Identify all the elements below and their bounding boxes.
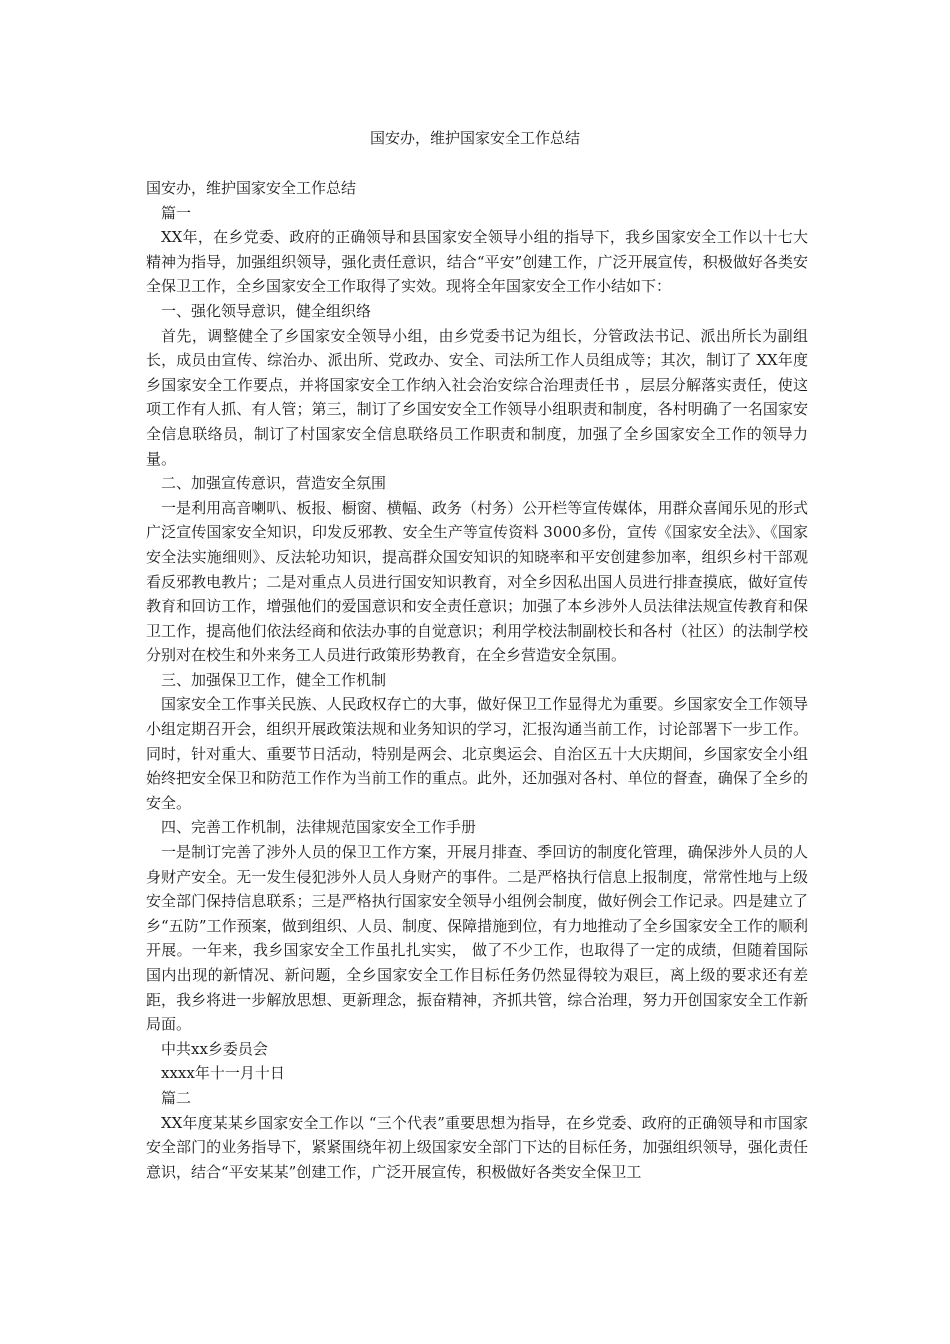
doc-heading: 国安办，维护国家安全工作总结 [146, 179, 357, 197]
paragraph-1: 首先，调整健全了乡国家安全领导小组，由乡党委书记为组长，分管政法书记、派出所长为副组长，成员由宣传、综治办、派出所、党政办、安全、司法所工作人员组成等；其次，制订了 XX年度乡国家安全工作要点，并将国家安全工作纳入社会治安综合治理责任书 ，层层分解落实责任，使这项工作有人抓、有人管；第三，制订了乡国安安全工作领导小组职责和制度，各村明确了一名国家安全信息联络员，制订了村国家安全信息联络员工作职责和制度，加强了全乡国家安全工作的领导力量。 [146, 326, 808, 468]
paragraph-3: 国家安全工作事关民族、人民政权存亡的大事，做好保卫工作显得尤为重要。乡国家安全工作领导小组定期召开会，组织开展政策法规和业务知识的学习，汇报沟通当前工作，讨论部署下一步工作。 同时，针对重大、重要节日活动，特别是两会、北京奥运会、自治区五十大庆期间，乡国家安全小组始终把安全保卫和防范工作作为当前工作的重点。此外，还加强对各村、单位的督查，确保了全乡的安全。 [146, 695, 808, 812]
signature-org: 中共xx乡委员会 [161, 1039, 268, 1058]
section-heading-2: 二、加强宣传意识，营造安全氛围 [161, 474, 387, 493]
section-heading-3: 三、加强保卫工作，健全工作机制 [161, 670, 387, 689]
section-label-1: 篇一 [161, 203, 192, 222]
paragraph-5: XX年度某某乡国家安全工作以 “三个代表”重要思想为指导，在乡党委、政府的正确领导和市国家安全部门的业务指导下，紧紧围绕年初上级国家安全部门下达的目标任务，加强组织领导，强化责任意识，结合“平安某某”创建工作，广泛开展宣传，积极做好各类安全保卫工 [146, 1113, 808, 1181]
document-body [146, 176, 808, 1184]
paragraph-intro: XX年，在乡党委、政府的正确领导和县国家安全领导小组的指导下，我乡国家安全工作以十七大精神为指导，加强组织领导，强化责任意识，结合“平安”创建工作，广泛开展宣传，积极做好各类安全保卫工作，全乡国家安全工作取得了实效。现将全年国家安全工作小结如下： [146, 228, 808, 296]
signature-date: xxxx年十一月十日 [161, 1064, 285, 1083]
section-heading-4: 四、完善工作机制，法律规范国家安全工作手册 [161, 818, 477, 837]
page-title: 国安办，维护国家安全工作总结 [369, 129, 580, 147]
section-label-2: 篇二 [161, 1088, 192, 1107]
paragraph-2: 一是利用高音喇叭、板报、橱窗、横幅、政务（村务）公开栏等宣传媒体，用群众喜闻乐见的形式广泛宣传国家安全知识，印发反邪教、安全生产等宣传资料 3000多份，宣传《国家安全法》、《国家安全法实施细则》、反法轮功知识，提高群众国安知识的知晓率和平安创建参加率，组织乡村干部观看反邪教电教片；二是对重点人员进行国安知识教育，对全乡因私出国人员进行排查摸底，做好宣传教育和回访工作，增强他们的爱国意识和安全责任意识；加强了本乡涉外人员法律法规宣传教育和保卫工作，提高他们依法经商和依法办事的自觉意识；利用学校法制副校长和各村（社区）的法制学校分别对在校生和外来务工人员进行政策形势教育，在全乡营造安全氛围。 [146, 498, 808, 665]
paragraph-4: 一是制订完善了涉外人员的保卫工作方案，开展月排查、季回访的制度化管理，确保涉外人员的人身财产安全。无一发生侵犯涉外人员人身财产的事件。二是严格执行信息上报制度，常常性地与上级安全部门保持信息联系；三是严格执行国家安全领导小组例会制度，做好例会工作记录。四是建立了乡“五防”工作预案，做到组织、人员、制度、保障措施到位，有力地推动了全乡国家安全工作的顺利开展。一年来，我乡国家安全工作虽扎扎实实， 做了不少工作，也取得了一定的成绩，但随着国际国内出现的新情况、新问题，全乡国家安全工作目标任务仍然显得较为艰巨，离上级的要求还有差距，我乡将进一步解放思想、更新理念，振奋精神，齐抓共管，综合治理，努力开创国家安全工作新局面。 [146, 843, 808, 1034]
section-heading-1: 一、强化领导意识，健全组织络 [161, 301, 372, 320]
